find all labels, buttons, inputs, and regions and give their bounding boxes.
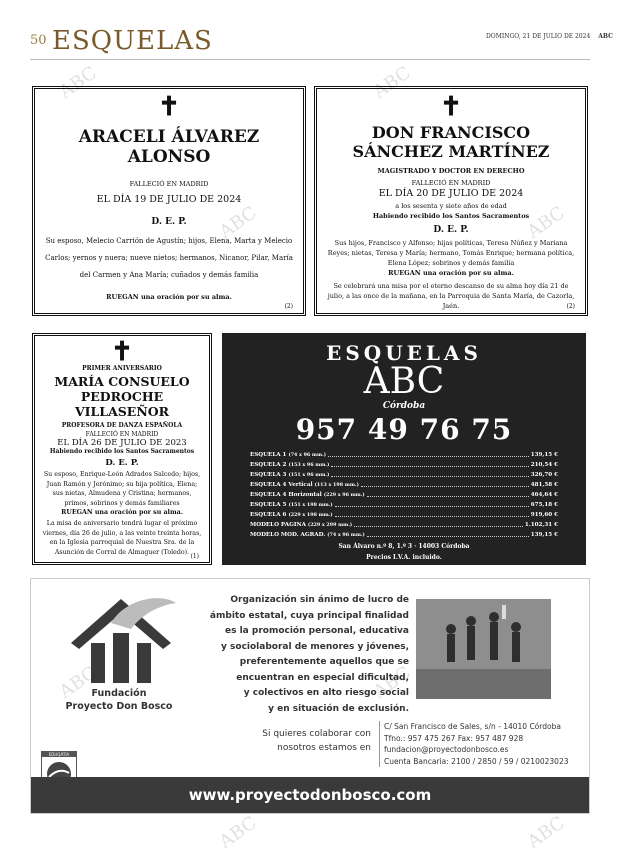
foundation-ad: [30, 578, 590, 814]
abc-watermark: ABC: [369, 62, 415, 103]
age: a los sesenta y siete años de edad: [395, 202, 507, 210]
rate-leader: [367, 490, 529, 497]
rate-name: ESQUELA 1: [250, 452, 287, 458]
rate-row: [250, 490, 558, 500]
dep: D. E. P.: [433, 225, 469, 235]
rate-price: 919,60 €: [530, 512, 558, 518]
mission-line: es la promoción personal, educativa: [225, 626, 409, 636]
contact-line: Tfno.: 957 475 267 Fax: 957 487 928: [384, 733, 524, 743]
mass-notice: La misa de aniversario tendrá lugar el próximo viernes, día 26 de julio, a las veinte treinta horas, en la Iglesia parroquial de Nuestra Sra. de la Asunción de Corral de Almaguer (Toledo).: [42, 520, 202, 556]
rate-row: [250, 510, 558, 520]
cross-icon: ✝: [158, 92, 180, 122]
cross-icon: ✝: [111, 337, 133, 367]
rate-row: [250, 460, 558, 470]
reference: (2): [284, 303, 293, 310]
rate-name: ESQUELA 6: [250, 512, 287, 518]
rate-list: [250, 450, 558, 540]
ad-title: ESQUELAS: [326, 341, 482, 365]
abc-watermark: ABC: [523, 812, 569, 853]
family-text: Su esposo, Melecio Carrión de Agustín; hijos, Elena, Marta y Melecio Carlos; yernos y nuera; nueve nietos; hermanos, Nicanor, Pilar, María del Carmen y Ana María; cuñados y demás familia: [45, 237, 293, 279]
rate-price: 210,54 €: [530, 462, 558, 468]
rate-size: (113 x 198 mm.): [314, 482, 359, 488]
collaborate-text: [241, 727, 371, 755]
rate-size: (153 x 96 mm.): [288, 462, 330, 468]
reference: (2): [566, 303, 575, 310]
foundation-logo: [51, 593, 191, 688]
abc-watermark: ABC: [215, 202, 261, 243]
foundation-name-line1: Fundación: [91, 688, 147, 699]
rate-leader: [335, 510, 529, 517]
date-line: EL DÍA 26 DE JULIO DE 2023: [57, 438, 187, 448]
family-text: Su esposo, Enrique-León Adrados Salcedo; hijos, Juan Ramón y Jerónimo; su hija política, Elena; sus nietas, Almudena y Cristina; hermanos, primos, sobrinos y demás familiares: [43, 471, 201, 507]
rate-name: MODELO MOD. AGRAD.: [250, 532, 326, 538]
rate-row: [250, 500, 558, 510]
badge-top: EDUQATIA: [42, 752, 76, 757]
prayer: RUEGAN una oración por su alma.: [106, 293, 232, 301]
rate-name: ESQUELA 2: [250, 462, 287, 468]
rate-size: (229 x 198 mm.): [288, 512, 333, 518]
rate-size: (74 x 96 mm.): [327, 532, 365, 538]
mission-line: preferentemente aquellos que se: [239, 657, 409, 667]
abc-watermark: ABC: [523, 202, 569, 243]
died-in: FALLECIÓ EN MADRID: [411, 179, 491, 187]
rate-name: ESQUELA 3: [250, 472, 287, 478]
mission-line: y colectivos en alto riesgo social: [243, 688, 409, 698]
rate-leader: [331, 470, 528, 477]
collab-line1: Si quieres colaborar con: [262, 729, 371, 739]
foundation-name: [49, 687, 189, 713]
header-date: [486, 33, 613, 40]
deceased-name: MARÍA CONSUELO PEDROCHE VILLASEÑOR: [54, 374, 190, 419]
rate-price: 139,15 €: [530, 532, 558, 538]
date-line: EL DÍA 19 DE JULIO DE 2024: [96, 194, 242, 205]
sacraments: Habiendo recibido los Santos Sacramentos: [372, 212, 530, 220]
foundation-url[interactable]: www.proyectodonbosco.com: [31, 777, 589, 813]
foundation-contact: [379, 721, 569, 767]
died-in: FALLECIÓ EN MADRID: [129, 180, 209, 188]
rate-name: ESQUELA 5: [250, 502, 287, 508]
mission-line: encuentran en especial dificultad,: [236, 672, 409, 683]
prayer: RUEGAN una oración por su alma.: [61, 509, 183, 516]
died-in: FALLECIÓ EN MADRID: [85, 431, 159, 438]
rate-leader: [328, 450, 529, 457]
contact-line: fundacion@proyectodonbosco.es: [384, 745, 509, 754]
deceased-name: ARACELI ÁLVAREZ ALONSO: [78, 127, 260, 167]
mission-line: Organización sin ánimo de lucro de: [230, 595, 409, 605]
rate-leader: [367, 530, 529, 537]
mission-line: y en situación de exclusión.: [268, 703, 409, 714]
foundation-name-line2: Proyecto Don Bosco: [65, 701, 173, 712]
rate-size: (229 x 96 mm.): [323, 492, 365, 498]
rate-leader: [354, 520, 523, 527]
rate-name: ESQUELA 4 Horizontal: [250, 492, 322, 498]
ad-brand-logo: ABC: [363, 361, 445, 402]
rate-size: (151 x 198 mm.): [288, 502, 333, 508]
sacraments: Habiendo recibido los Santos Sacramentos: [49, 448, 195, 455]
rate-size: (151 x 96 mm.): [288, 472, 330, 478]
reference: (1): [190, 553, 199, 560]
abc-watermark: ABC: [55, 62, 101, 103]
rate-price: 139,15 €: [530, 452, 558, 458]
obituary-card-3: [32, 333, 212, 565]
dep: D. E. P.: [151, 217, 187, 227]
rate-price: 464,64 €: [530, 492, 558, 498]
collab-line2: nosotros estamos en: [277, 743, 371, 753]
obituary-card-1: [32, 86, 306, 316]
rate-size: (74 x 96 mm.): [288, 452, 327, 458]
ad-vat-note: Precios I.V.A. incluido.: [366, 554, 442, 561]
section-title: ESQUELAS: [52, 26, 213, 56]
rate-row: [250, 470, 558, 480]
rate-name: MODELO PAGINA: [250, 522, 306, 528]
date-line: EL DÍA 20 DE JULIO DE 2024: [378, 188, 524, 199]
rate-row: [250, 520, 558, 530]
rate-name: ESQUELA 4 Vertical: [250, 482, 313, 488]
rate-row: [250, 530, 558, 540]
ad-city: Córdoba: [382, 401, 426, 411]
abc-watermark: ABC: [215, 812, 261, 853]
page-number: 50: [30, 33, 47, 48]
mission-line: ámbito estatal, cuya principal finalidad: [209, 610, 409, 621]
obituary-ad: [222, 333, 586, 565]
header-rule: [30, 59, 590, 60]
rate-size: (229 x 299 mm.): [307, 522, 353, 528]
rate-leader: [335, 500, 529, 507]
rate-row: [250, 450, 558, 460]
rate-price: 326,70 €: [530, 472, 558, 478]
ad-phone: 957 49 76 75: [295, 413, 513, 446]
foundation-mission: [199, 593, 409, 717]
cross-icon: ✝: [440, 92, 462, 122]
children-photo: [416, 599, 551, 699]
rate-price: 481,58 €: [530, 482, 558, 488]
deceased-title: MAGISTRADO Y DOCTOR EN DERECHO: [377, 167, 525, 175]
contact-line: C/ San Francisco de Sales, s/n - 14010 Córdoba: [384, 722, 561, 731]
rate-price: 675,18 €: [530, 502, 558, 508]
rate-row: [250, 480, 558, 490]
deceased-title: PROFESORA DE DANZA ESPAÑOLA: [61, 422, 183, 429]
rate-leader: [361, 480, 529, 487]
header-brand: ABC: [598, 33, 613, 40]
deceased-name: DON FRANCISCO SÁNCHEZ MARTÍNEZ: [352, 123, 550, 161]
mass-notice: Se celebrará una misa por el eterno descanso de su alma hoy día 21 de julio, a las once de la mañana, en la Parroquia de Santa María, de Cazorla, Jaén.: [327, 282, 575, 310]
mission-line: y sociolaboral de menores y jóvenes,: [221, 641, 409, 652]
dep: D. E. P.: [105, 458, 139, 468]
rate-leader: [331, 460, 528, 467]
ad-address: San Álvaro n.º 8, 1.º 3 · 14003 Córdoba: [338, 543, 470, 550]
date-text: DOMINGO, 21 DE JULIO DE 2024: [486, 33, 591, 40]
family-text: Sus hijos, Francisco y Alfonso; hijas políticas, Teresa Núñez y Mariana Reyes; nietas, Teresa y María; hermano, Tomás Enrique; hermana política, Elena López; sobrinos y demás familia: [327, 239, 575, 267]
contact-line: Cuenta Bancaria: 2100 / 2850 / 59 / 0210023023: [384, 756, 569, 766]
obituary-card-2: [314, 86, 588, 316]
prayer: RUEGAN una oración por su alma.: [388, 269, 514, 277]
anniversary: PRIMER ANIVERSARIO: [82, 365, 162, 372]
rate-price: 1.102,31 €: [524, 522, 558, 528]
